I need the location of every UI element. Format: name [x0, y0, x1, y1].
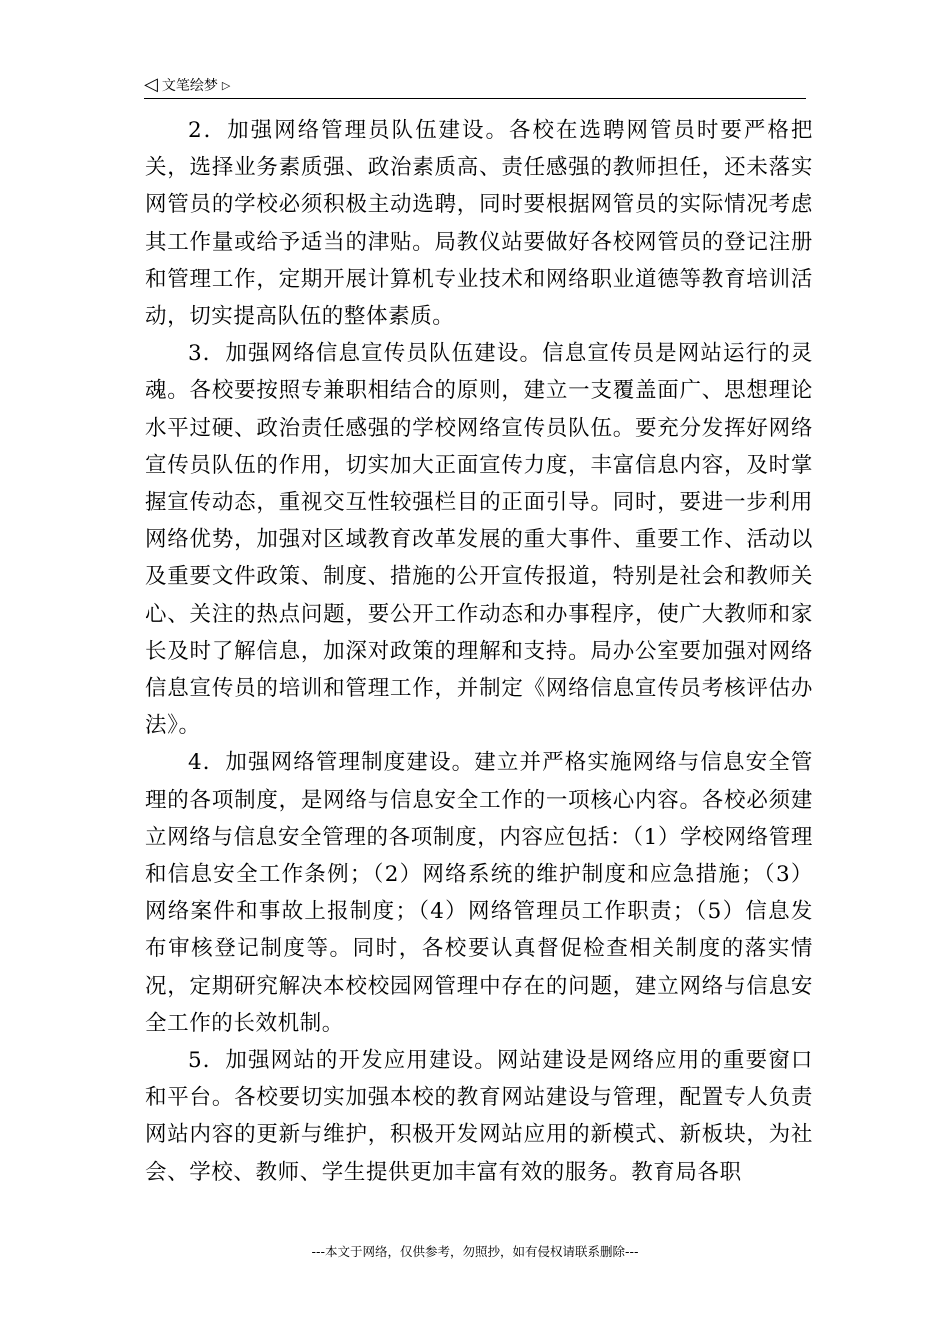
paragraph-website-development: 5．加强网站的开发应用建设。网站建设是网络应用的重要窗口和平台。各校要切实加强本校的教育网站建设与管理，配置专人负责网站内容的更新与维护，积极开发网站应用的新模式、新板块，为社会、学校、教师、学生提供更加丰富有效的服务。教育局各职	[145, 1048, 813, 1185]
paragraph-info-publicity-team: 3．加强网络信息宣传员队伍建设。信息宣传员是网站运行的灵魂。各校要按照专兼职相结合的原则，建立一支覆盖面广、思想理论水平过硬、政治责任感强的学校网络宣传员队伍。要充分发挥好网络宣传员队伍的作用，切实加大正面宣传力度，丰富信息内容，及时掌握宣传动态，重视交互性较强栏目的正面引导。同时，要进一步利用网络优势，加强对区域教育改革发展的重大事件、重要工作、活动以及重要文件政策、制度、措施的公开宣传报道，特别是社会和教师关心、关注的热点问题，要公开工作动态和办事程序，使广大教师和家长及时了解信息，加深对政策的理解和支持。局办公室要加强对网络信息宣传员的培训和管理工作，并制定《网络信息宣传员考核评估办法》。	[145, 341, 813, 739]
paragraph-management-system: 4．加强网络管理制度建设。建立并严格实施网络与信息安全管理的各项制度，是网络与信息安全工作的一项核心内容。各校必须建立网络与信息安全管理的各项制度，内容应包括：（1）学校网络管理和信息安全工作条例；（2）网络系统的维护制度和应急措施；（3）网络案件和事故上报制度；（4）网络管理员工作职责；（5）信息发布审核登记制度等。同时，各校要认真督促检查相关制度的落实情况，定期研究解决本校校园网管理中存在的问题，建立网络与信息安全工作的长效机制。	[145, 750, 813, 1036]
page-footer-disclaimer: ---本文于网络，仅供参考，勿照抄，如有侵权请联系删除---	[311, 1244, 639, 1259]
triangle-right-icon: ▷	[221, 78, 231, 92]
document-body	[145, 112, 813, 1191]
page-header	[144, 72, 806, 99]
header-title: 文笔绘梦	[161, 78, 218, 94]
paragraph-network-admin-team: 2．加强网络管理员队伍建设。各校在选聘网管员时要严格把关，选择业务素质强、政治素质高、责任感强的教师担任，还未落实网管员的学校必须积极主动选聘，同时要根据网管员的实际情况考虑其工作量或给予适当的津贴。局教仪站要做好各校网管员的登记注册和管理工作，定期开展计算机专业技术和网络职业道德等教育培训活动，切实提高队伍的整体素质。	[145, 118, 813, 330]
triangle-left-icon: ◁	[144, 74, 158, 95]
